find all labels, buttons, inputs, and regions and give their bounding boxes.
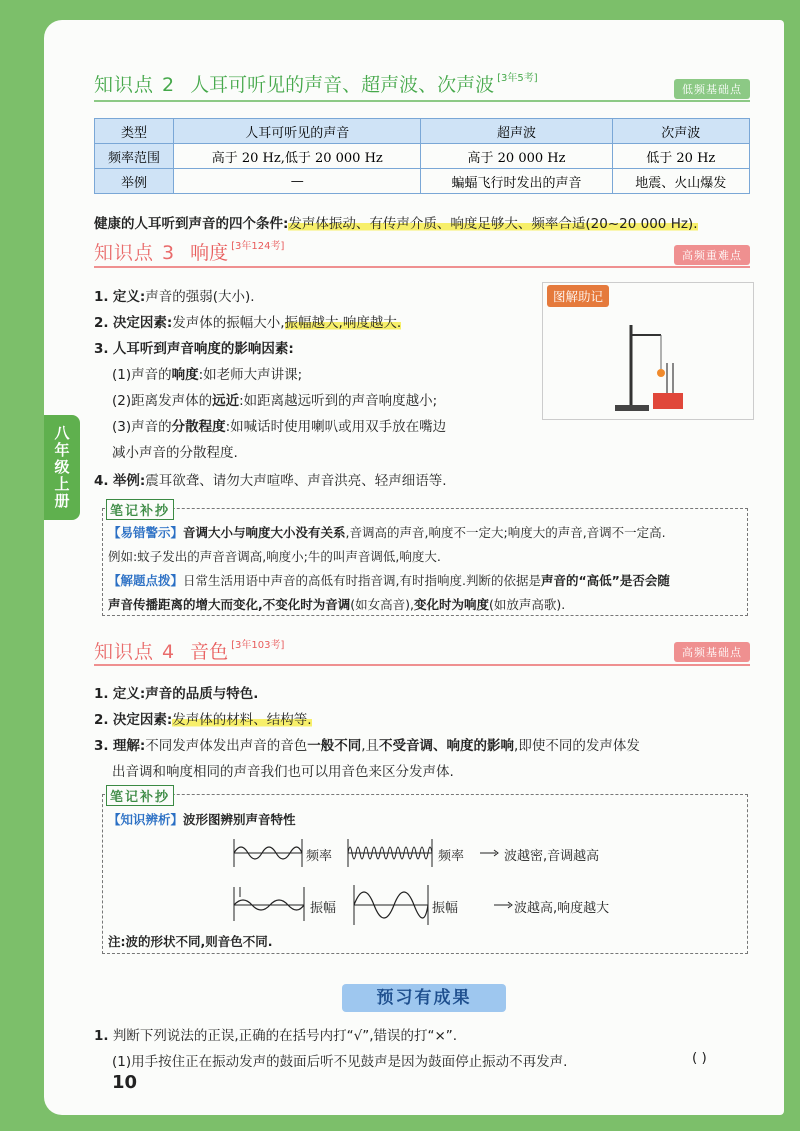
note-tag-label: 【易错警示】: [108, 525, 184, 540]
page-number: 10: [112, 1072, 138, 1093]
preview-banner: 预习有成果: [342, 984, 506, 1012]
kp4-divider: [94, 664, 750, 666]
item-text: 不同发声体发出声音的音色: [145, 738, 308, 754]
item-label: 定义:: [112, 289, 146, 305]
note-text: ,音调高的声音,响度不一定大;响度大的声音,音调不一定高.: [345, 525, 666, 540]
kp3-label: 知识点: [94, 242, 155, 264]
item-text: ,即使不同的发声体发: [514, 738, 640, 754]
item-text: 发声体的振幅大小,: [172, 315, 285, 331]
table-row: [95, 169, 750, 194]
kp2-title: 人耳可听见的声音、超声波、次声波: [190, 74, 495, 96]
kp4-title: 音色: [190, 641, 229, 663]
item-bold: 不受音调、响度的影响: [379, 738, 515, 754]
table-row: [95, 144, 750, 169]
kp3-item-1: [94, 285, 255, 305]
item-number: 2.: [94, 712, 109, 728]
kp2-label: 知识点: [94, 74, 155, 96]
kp3-sub-2: [112, 389, 437, 409]
table-cell: —: [174, 169, 421, 194]
answer-parentheses[interactable]: ( ): [692, 1050, 707, 1066]
sub-text: :如老师大声讲课;: [198, 367, 303, 383]
amp-result: 波越高,响度越大: [514, 901, 610, 916]
sub-text: (1)声音的: [112, 367, 172, 383]
item-number: 3.: [94, 341, 109, 357]
note-text: (如放声高歌).: [489, 597, 566, 612]
kp3-divider: [94, 266, 750, 268]
question-1-sub-1: (1)用手按住正在振动发声的鼓面后听不见鼓声是因为鼓面停止振动不再发声.: [112, 1054, 568, 1070]
sub-bold: 远近: [212, 393, 240, 409]
note-text: 日常生活用语中声音的高低有时指音调,有时指响度.判断的依据是: [183, 573, 541, 588]
table-cell: 地震、火山爆发: [612, 169, 749, 194]
kp3-sub-3-cont: 减小声音的分散程度.: [112, 445, 238, 461]
kp2-exam-count: [3年5考]: [497, 73, 538, 84]
note-warning-line1: [108, 523, 666, 541]
item-bold: 一般不同: [307, 738, 362, 754]
item-number: 2.: [94, 315, 109, 331]
item-label: 举例:: [112, 473, 146, 489]
freq-label-2: 频率: [438, 849, 465, 864]
table-header-cell: 次声波: [612, 119, 749, 144]
item-text: 声音的品质与特色.: [145, 686, 259, 702]
item-number: 4.: [94, 473, 109, 489]
kp3-sub-3: [112, 415, 446, 435]
item-text: 声音的强弱(大小).: [145, 289, 255, 305]
note-tip-line1: [108, 571, 670, 589]
question-text: 判断下列说法的正误,正确的在括号内打“√”,错误的打“×”.: [112, 1028, 458, 1044]
kp3-heading: [94, 238, 284, 265]
sub-bold: 响度: [171, 367, 199, 383]
kp4-label: 知识点: [94, 641, 155, 663]
item-number: 1.: [94, 289, 109, 305]
kp4-item-3-cont: 出音调和响度相同的声音我们也可以用音色来区分发声体.: [112, 764, 454, 780]
kp3-item-3: [94, 337, 294, 357]
note-warning-line2: 例如:蚊子发出的声音音调高,响度小;牛的叫声音调低,响度大.: [108, 549, 441, 564]
item-label: 人耳听到声音响度的影响因素:: [112, 341, 294, 357]
kp3-title: 响度: [190, 242, 229, 264]
grade-side-tab: 八年级上册: [44, 415, 80, 520]
table-cell: 高于 20 Hz,低于 20 000 Hz: [174, 144, 421, 169]
question-1: [94, 1024, 457, 1044]
table-cell: 低于 20 Hz: [612, 144, 749, 169]
sub-text: :如距离越远听到的声音响度越小;: [239, 393, 438, 409]
table-header-cell: 人耳可听见的声音: [174, 119, 421, 144]
kp2-divider: [94, 100, 750, 102]
kp4-exam-count: [3年103考]: [231, 640, 285, 651]
kp4-badge: 高频基础点: [674, 642, 750, 662]
note-text: (如女高音),: [350, 597, 414, 612]
item-label: 理解:: [112, 738, 146, 754]
textbook-page: [44, 20, 784, 1115]
kp4-note-title: [108, 810, 296, 828]
figure-tag: 图解助记: [547, 285, 609, 307]
table-cell: 蝙蝠飞行时发出的声音: [421, 169, 612, 194]
kp2-badge: 低频基础点: [674, 79, 750, 99]
table-header-cell: 超声波: [421, 119, 612, 144]
freq-result: 波越密,音调越高: [504, 849, 600, 864]
kp3-number: 3: [162, 242, 175, 264]
item-number: 3.: [94, 738, 109, 754]
question-number: 1.: [94, 1028, 109, 1044]
kp4-heading: [94, 637, 284, 664]
kp3-badge: 高频重难点: [674, 245, 750, 265]
item-label: 决定因素:: [112, 712, 173, 728]
sub-text: :如喊话时使用喇叭或用双手放在嘴边: [225, 419, 447, 435]
freq-label-1: 频率: [306, 849, 333, 864]
item-label: 决定因素:: [112, 315, 173, 331]
amp-label-1: 振幅: [310, 901, 337, 916]
note-tag-label: 【解题点拨】: [108, 573, 184, 588]
kp4-item-3: [94, 734, 640, 754]
hearing-conditions-prefix: 健康的人耳听到声音的四个条件:: [94, 216, 289, 232]
hearing-conditions: [94, 212, 698, 232]
hearing-conditions-text: 发声体振动、有传声介质、响度足够大、频率合适(20~20 000 Hz).: [288, 216, 698, 232]
item-highlight: 发声体的材料、结构等.: [172, 712, 312, 728]
kp4-note-tag: 笔记补抄: [106, 785, 174, 806]
note-bold: 变化时为响度: [413, 597, 489, 612]
kp4-item-1: [94, 682, 258, 702]
kp3-sub-1: [112, 363, 302, 383]
note-bold: 声音传播距离的增大而变化,不变化时为音调: [108, 597, 351, 612]
sub-text: (2)距离发声体的: [112, 393, 213, 409]
table-row-header: 举例: [95, 169, 174, 194]
note-bold: 波形图辨别声音特性: [183, 812, 296, 827]
kp4-note-footer: 注:波的形状不同,则音色不同.: [108, 934, 273, 949]
table-cell: 高于 20 000 Hz: [421, 144, 612, 169]
kp3-note-tag: 笔记补抄: [106, 499, 174, 520]
kp4-number: 4: [162, 641, 175, 663]
kp3-exam-count: [3年124考]: [231, 241, 285, 252]
sub-text: (3)声音的: [112, 419, 172, 435]
item-label: 定义:: [112, 686, 146, 702]
note-bold: 声音的“高低”是否会随: [540, 573, 670, 588]
sub-bold: 分散程度: [171, 419, 226, 435]
kp2-heading: [94, 70, 538, 97]
table-header-cell: 类型: [95, 119, 174, 144]
item-text: ,且: [361, 738, 380, 754]
note-bold: 音调大小与响度大小没有关系: [183, 525, 346, 540]
sound-comparison-table: [94, 118, 750, 194]
item-text: 震耳欲聋、请勿大声喧哗、声音洪亮、轻声细语等.: [145, 473, 447, 489]
item-number: 1.: [94, 686, 109, 702]
kp4-item-2: [94, 708, 312, 728]
kp3-item-2: [94, 311, 401, 331]
note-tip-line2: [108, 595, 565, 613]
item-highlight: 振幅越大,响度越大.: [284, 315, 402, 331]
kp2-number: 2: [162, 74, 175, 96]
kp3-item-4: [94, 469, 447, 489]
amp-label-2: 振幅: [432, 901, 459, 916]
table-header-row: [95, 119, 750, 144]
note-tag-label: 【知识辨析】: [108, 812, 184, 827]
table-row-header: 频率范围: [95, 144, 174, 169]
